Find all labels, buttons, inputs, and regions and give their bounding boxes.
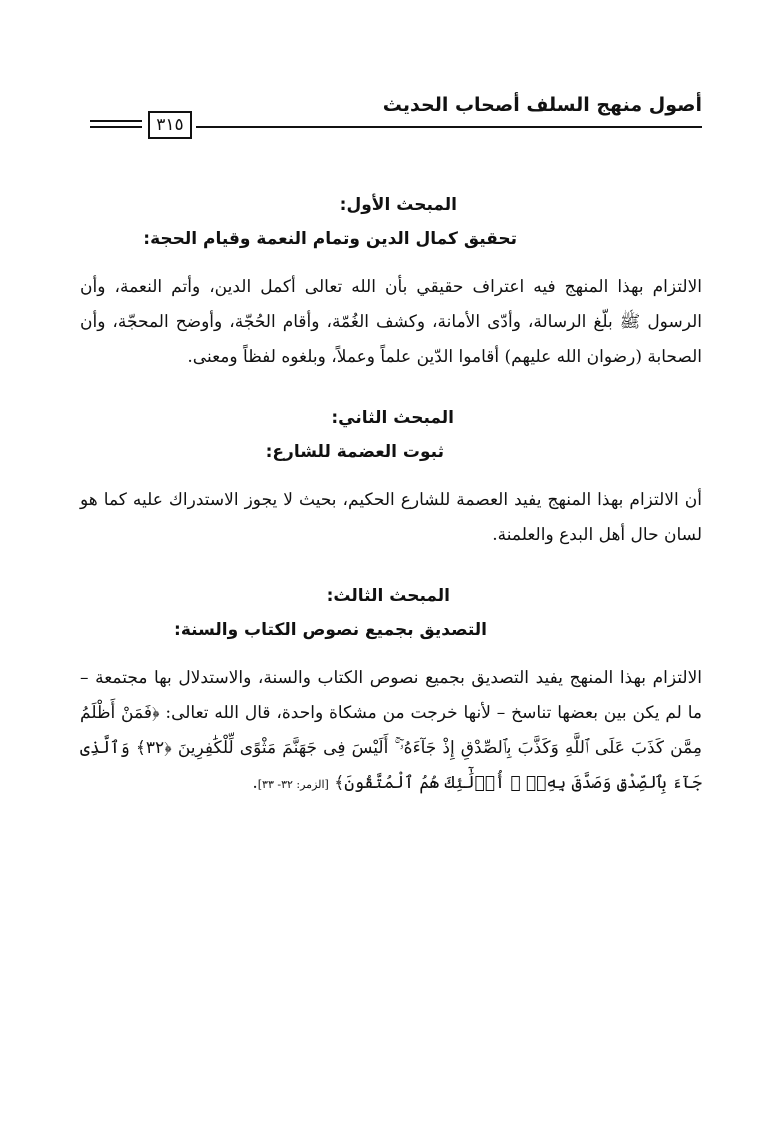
section-heading: المبحث الثالث: xyxy=(326,586,450,606)
section-subheading: التصديق بجميع نصوص الكتاب والسنة: xyxy=(174,620,487,640)
section-heading: المبحث الأول: xyxy=(339,195,457,215)
section-paragraph: الالتزام بهذا المنهج فيه اعتراف حقيقي بأن الله تعالى أكمل الدين، وأتم النعمة، وأن الرسول ﷺ بلّغ الرسالة، وأدّى الأمانة، وكشف الغُمّة، وأقام الحُجّة، وأوضح المحجّة، وأن الصحابة (رضوان الله عليهم) أقاموا الدّين علماً وعملاً، وبلغوه لفظاً ومعنى. xyxy=(80,277,702,367)
running-title: أصول منهج السلف أصحاب الحديث xyxy=(382,94,702,116)
page-content xyxy=(80,188,702,819)
section-heading: المبحث الثاني: xyxy=(331,408,454,428)
paragraph-text: الالتزام بهذا المنهج يفيد التصديق بجميع نصوص الكتاب والسنة، والاستدلال بها مجتمعة – ما لم يكن بين بعضها تناسخ – لأنها خرجت من مشكاة واحدة، قال الله تعالى: xyxy=(80,668,702,723)
section-paragraph xyxy=(80,661,702,802)
header-rule xyxy=(196,126,702,128)
verse-citation: [الزمر: ٣٢- ٣٣] xyxy=(257,778,329,791)
page-number: ٣١٥ xyxy=(148,111,192,139)
section-first xyxy=(80,188,702,375)
header-double-rule xyxy=(90,120,142,132)
section-subheading: تحقيق كمال الدين وتمام النعمة وقيام الحجة: xyxy=(143,229,517,249)
section-paragraph: أن الالتزام بهذا المنهج يفيد العصمة للشارع الحكيم، بحيث لا يجوز الاستدراك عليه كما هو لسان حال أهل البدع والعلمنة. xyxy=(80,490,702,545)
quran-verse: ﴿فَمَنْ أَظْلَمُ مِمَّن كَذَبَ عَلَى ٱللَّهِ وَكَذَّبَ بِٱلصِّدْقِ إِذْ جَآءَهُۥٓ ۚ أَلَيْسَ فِى جَهَنَّمَ مَثْوًى لِّلْكَٰفِرِينَ ﴿٣٢﴾ وَٱلَّذِى جَآءَ بِٱلصِّدْقِ وَصَدَّقَ بِهِۦٓ ۙ أُو۟لَٰٓئِكَ هُمُ ٱلْمُتَّقُونَ﴾ xyxy=(80,703,703,793)
section-third xyxy=(80,579,702,802)
section-subheading: ثبوت العضمة للشارع: xyxy=(265,442,444,462)
paragraph-ending: . xyxy=(252,773,258,793)
section-second xyxy=(80,401,702,553)
